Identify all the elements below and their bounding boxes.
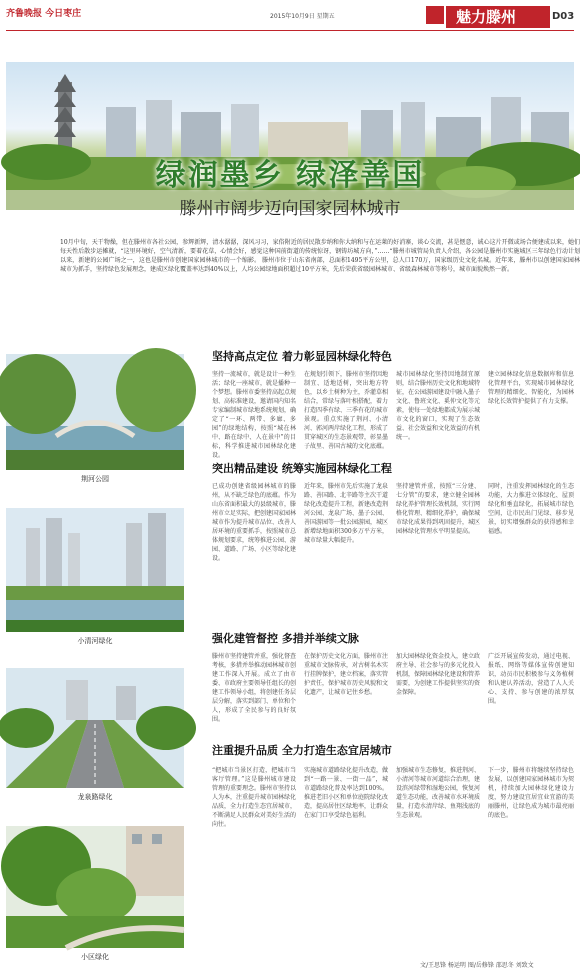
photo-caption: 小区绿化: [81, 953, 109, 961]
headline: 绿润墨乡 绿泽善国: [155, 158, 425, 193]
header-divider: [6, 30, 574, 31]
section-heading: 突出精品建设 统筹实施园林绿化工程: [212, 462, 392, 475]
photo-caption: 小清河绿化: [77, 637, 113, 645]
section-title: 魅力滕州: [446, 6, 550, 28]
section-heading: 注重提升品质 全力打造生态宜居城市: [212, 744, 392, 757]
photo-caption: 龙泉路绿化: [77, 793, 113, 801]
photo-residential-greenery: [6, 826, 184, 948]
dateline: 2015年10月9日 星期五: [270, 13, 335, 20]
body-column: 已成功创建省级园林城市的滕州，从不缺乏绿色的底蕴。作为山东省面积最大的县级城市，滕州市立足实际，把创建国家园林城市作为提升城市品位、改善人居环境的重要抓手，按照城市总体规划要求，统筹推进公园、游园、道路、广场、小区等绿化建设。: [212, 483, 297, 562]
intro-paragraph: 10月中旬，天干物燥，但在滕州市各社公园，参辉新辉，清水潺潺，深风习习，家俗附近的居民散步纳和你大纳和与在运莱的好消寨，谈心交流，甚是惬意，诚心这片开微或场合便建成以来，她们每天性后散步运摊就，“这里环境好，空气清新，要着花草，心情会好，感觉这种国前街道的传统惊讶，钢铸坊城方向，”……“滕州市城管局负责人介绍，各公园是滕州市实施城区三年绿色行动计划以来，新建的公园广场之一，这也是滕州市创建国家园林城市的一个缩影。 滕州市位于山东省南部，总面积1495平方公里，总人口170万，国家级历史文化名城。近年来，滕州市以创建国家园林城市为抓手，坚持绿色发展理念，建成区绿化覆盖率达到40%以上，人均公园绿地面积超过10平方米，先后荣获省级园林城市、省级森林城市等称号，城市面貌焕然一新。: [60, 239, 580, 273]
body-column: 建立园林绿化信息数据库和信息化管理平台，实现城市园林绿化管理的精细化、智能化，为园林绿化长效管护提供了有力支撑。: [488, 371, 574, 405]
masthead: 齐鲁晚报 今日枣庄: [6, 9, 82, 19]
photo-caption: 荆河公园: [81, 475, 109, 483]
page-number: D03: [552, 11, 575, 22]
credits: 文/王思锋 杨运明 图/岳修锋 邵思冬 刘致文: [420, 962, 534, 969]
body-column: 下一步，滕州市将继续坚持绿色发展，以创建国家园林城市为契机，持续加大园林绿化建设力度，努力建设宜居宜业宜游的美丽滕州，让绿色成为城市最亮丽的底色。: [488, 767, 574, 819]
body-column: 城市园林绿化坚持因地制宜原则，结合滕州历史文化和地域特征，在公园游园建设中融入墨子文化、鲁班文化、奚仲文化等元素，使每一处绿地都成为展示城市文化的窗口，实现了生态效益、社会效益和文化效益的有机统一。: [396, 371, 481, 441]
body-column: 在规划引领下，滕州市坚持因地制宜、适地适树，突出地方特色，以乡土树种为主，乔灌草相结合，常绿与落叶相搭配，着力打造四季有绿、三季有花的城市景观。重点实施了荆河、小清河、郭河两岸绿化工程，形成了贯穿城区的生态景观带，彰显墨子故里、善国古城的文化底蕴。: [304, 371, 389, 450]
body-column: 坚持建管并重，按照“三分建、七分管”的要求，建立健全园林绿化养护管理长效机制，实行网格化管理、精细化养护，确保城市绿化成果得到巩固提升，城区园林绿化管理水平明显提高。: [396, 483, 481, 535]
section-heading: 坚持高点定位 着力彰显园林绿化特色: [212, 350, 392, 363]
body-column: 加强城市生态修复，推进荆河、小清河等城市河道综合治理，建设滨河绿带和湿地公园，恢复河道生态功能，改善城市水环境质量，打造水清岸绿、鱼翔浅底的生态景观。: [396, 767, 481, 819]
body-column: 广泛开展宣传发动，通过电视、报纸、网络等媒体宣传创建知识，动员市民积极参与义务植树和认建认养活动，营造了人人关心、支持、参与创建的浓厚氛围。: [488, 653, 574, 705]
body-column: 近年来，滕州市先后实施了龙泉路、善国路、北辛路等主次干道绿化改造提升工程，新建改造荆河公园、龙泉广场、墨子公园、善国游园等一批公园游园，城区新增绿地面积300多万平方米，城市绿量大幅提升。: [304, 483, 389, 544]
body-column: “把城市当景区打造，把城市当客厅管理。”这是滕州城市建设管理的重要理念。滕州市坚持以人为本，注重提升城市园林绿化品质，全力打造生态宜居城市，不断满足人民群众对美好生活的向往。: [212, 767, 297, 828]
body-column: 加大园林绿化资金投入，建立政府主导、社会参与的多元化投入机制，保障园林绿化建设和管养需要，为创建工作提供坚实的资金保障。: [396, 653, 481, 696]
photo-xiaoqinghe: [6, 508, 184, 632]
body-column: 在保护历史文化方面，滕州市注重城市文脉传承，对古树名木实行挂牌保护，建立档案，落实管护责任，保护城市历史风貌和文化遗产，让城市记住乡愁。: [304, 653, 389, 696]
body-column: 滕州市坚持建管并重，强化督查考核，多措并举推动园林城市创建工作深入开展。成立了由市委、市政府主要领导任组长的创建工作领导小组，将创建任务层层分解，落实到部门、单位和个人，形成了全民参与的良好氛围。: [212, 653, 297, 723]
section-heading: 强化建管督控 多措并举续文脉: [212, 632, 359, 645]
photo-jinghe-park: [6, 354, 184, 470]
body-column: 同时，注重发挥园林绿化的生态功能，大力推进立体绿化、屋顶绿化和垂直绿化，拓展城市绿色空间，让市民出门见绿、移步见景，切实增强群众的获得感和幸福感。: [488, 483, 574, 535]
photo-longquan-road: [6, 668, 184, 788]
body-column: 实施城市道路绿化提升改造，做到“一路一景、一街一品”，城市道路绿化普及率达到100%。推进老旧小区和单位庭院绿化改造，提高居住区绿地率，让群众在家门口享受绿色福利。: [304, 767, 389, 819]
subheadline: 滕州市阔步迈向国家园林城市: [179, 199, 401, 219]
section-logo-icon: [426, 6, 444, 24]
body-column: 坚持一流城市，就是设计一种生活；绿化一座城市，就是播种一个梦想。滕州市委坚持高起点规划、高标准建设，邀请国内知名专家编制城市绿地系统规划，确定了“一环、两带、多廊、多园”的绿地结构，按照“城在林中、路在绿中、人在景中”的目标，科学推进城市园林绿化建设。: [212, 371, 297, 459]
